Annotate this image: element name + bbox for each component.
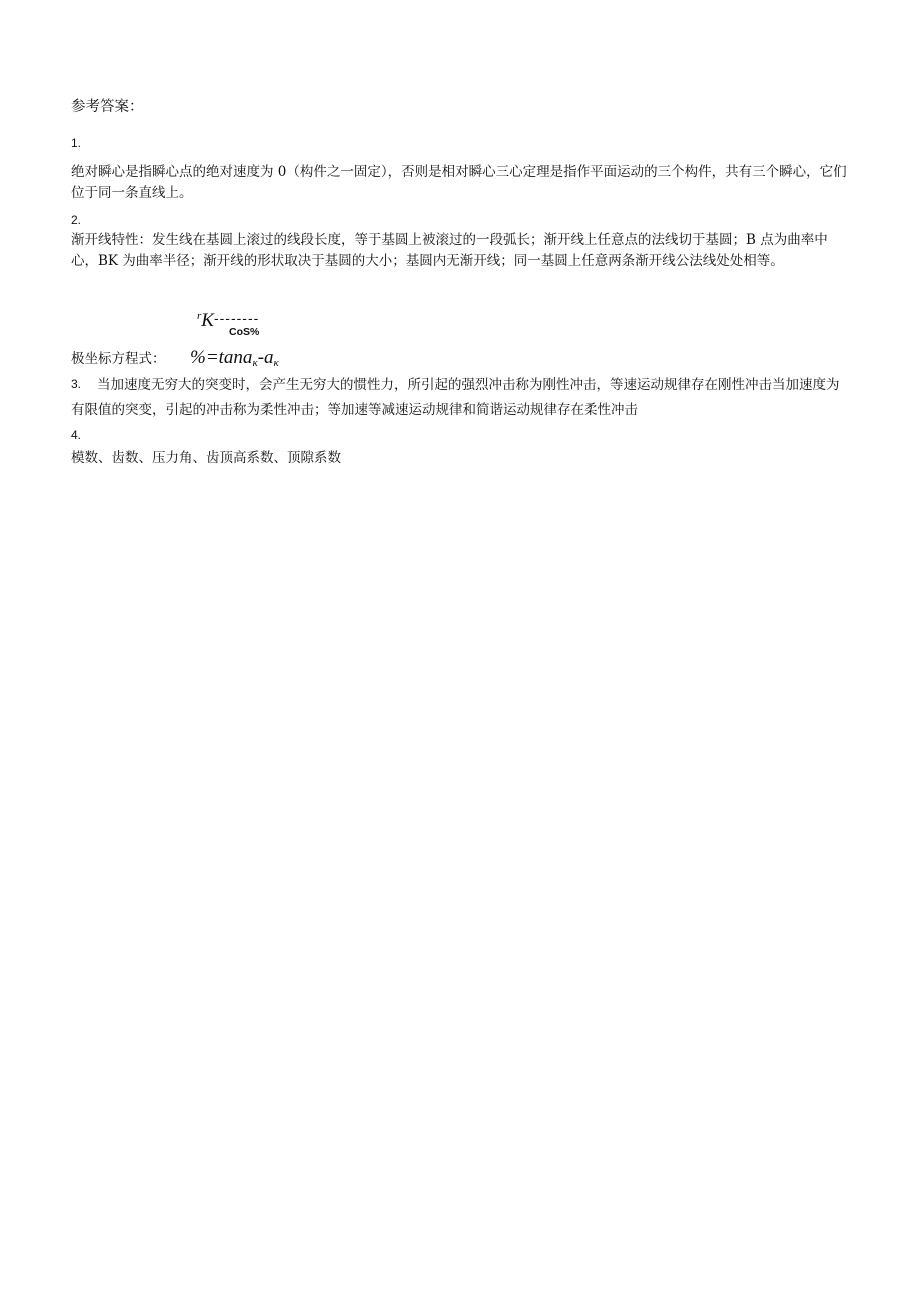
question-2-number: 2. [71,213,82,227]
question-1-number: 1. [71,136,82,150]
question-4-answer: 模数、齿数、压力角、齿顶高系数、顶隙系数 [71,450,341,466]
polar-equation [190,346,279,375]
polar-equation-subscript-1: κ [252,357,258,369]
polar-equation-mid: -a [257,347,274,368]
radius-formula-denominator: CoS% [229,326,260,338]
question-3-answer: 当加速度无穷大的突变时，会产生无穷大的惯性力，所引起的强烈冲击称为刚性冲击，等速运动规律存在刚性冲击当加速度为有限值的突变，引起的冲击称为柔性冲击；等加速等减速运动规律和简谐运动规律存在柔性冲击 [71,377,840,418]
radius-formula-fraction-bar: -------- [213,310,260,326]
polar-equation-label: 极坐标方程式： [71,351,166,367]
radius-formula-superscript: r [197,310,202,322]
answer-title: 参考答案： [71,99,144,115]
radius-formula-k: K [201,310,214,331]
polar-equation-lhs: %=tana [190,347,253,368]
question-2-answer: 渐开线特性：发生线在基圆上滚过的线段长度，等于基圆上被滚过的一段弧长；渐开线上任意点的法线切于基圆；B 点为曲率中心，BK 为曲率半径；渐开线的形状取决于基圆的大小；基圆内无渐开线；同一基圆上任意两条渐开线公法线处处相等。 [71,232,828,269]
question-1-answer: 绝对瞬心是指瞬心点的绝对速度为 0（构件之一固定），否则是相对瞬心三心定理是指作平面运动的三个构件，共有三个瞬心，它们位于同一条直线上。 [71,164,847,201]
polar-equation-subscript-2: κ [273,357,279,369]
question-3-number: 3. [71,377,82,391]
question-4-number: 4. [71,428,82,442]
